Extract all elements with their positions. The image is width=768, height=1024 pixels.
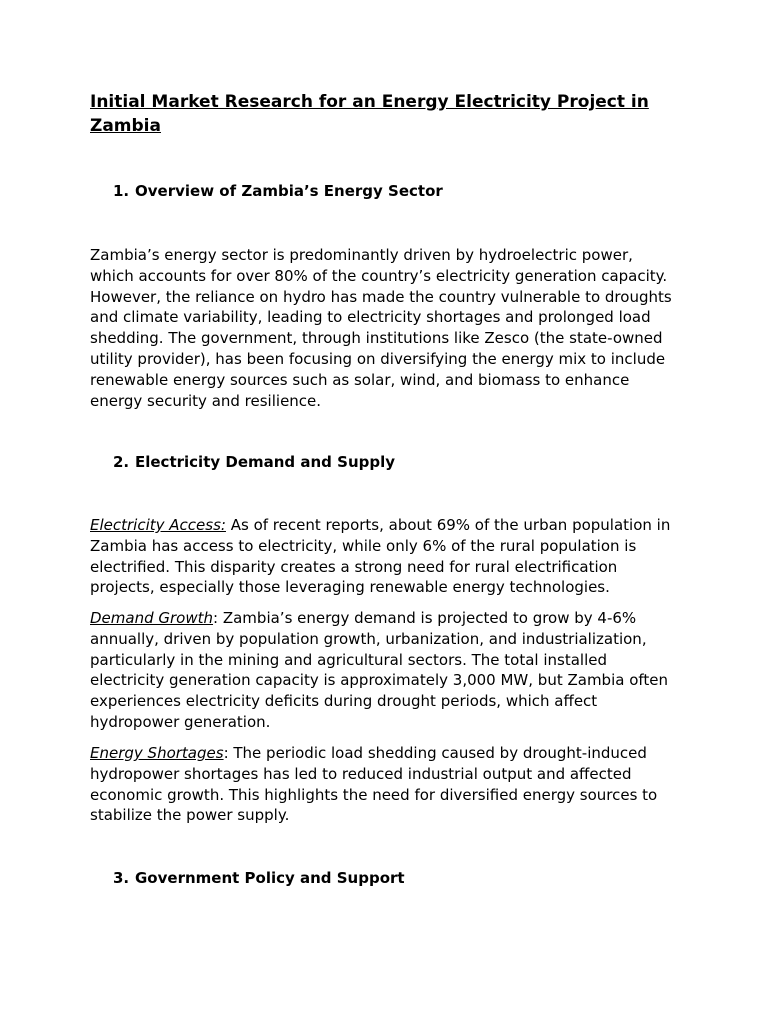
demand-growth-paragraph [90, 608, 680, 733]
section-1-heading [113, 181, 443, 201]
electricity-access-label: Electricity Access: [90, 516, 226, 534]
section-1-number: 1. [113, 182, 130, 200]
section-3-title: Government Policy and Support [135, 869, 405, 887]
electricity-access-paragraph [90, 515, 680, 598]
section-3-heading [113, 868, 405, 888]
energy-shortages-paragraph [90, 743, 680, 826]
section-1-paragraph: Zambia’s energy sector is predominantly driven by hydroelectric power, which accounts for over 80% of the country’s electricity generation capacity. However, the reliance on hydro has made the country vulnerable to droughts and climate variability, leading to electricity shortages and prolonged load shedding. The government, through institutions like Zesco (the state-owned utility provider), has been focusing on diversifying the energy mix to include renewable energy sources such as solar, wind, and biomass to enhance energy security and resilience. [90, 246, 672, 410]
demand-growth-label: Demand Growth [90, 609, 214, 627]
energy-shortages-text: : The periodic load shedding caused by drought-induced hydropower shortages has led to reduced industrial output and affected economic growth. This highlights the need for diversified energy sources to stabilize the power supply. [90, 744, 658, 825]
section-3-number: 3. [113, 869, 130, 887]
document-title: Initial Market Research for an Energy Electricity Project in Zambia [90, 92, 649, 136]
demand-growth-text: : Zambia’s energy demand is projected to grow by 4-6% annually, driven by population growth, urbanization, and industrialization, particularly in the mining and agricultural sectors. The total installed electricity generation capacity is approximately 3,000 MW, but Zambia often experiences electricity deficits during drought periods, which affect hydropower generation. [90, 609, 669, 731]
section-2-number: 2. [113, 453, 130, 471]
section-2-title: Electricity Demand and Supply [135, 453, 396, 471]
section-1-title: Overview of Zambia’s Energy Sector [135, 182, 443, 200]
section-2-heading [113, 452, 395, 472]
electricity-access-text: As of recent reports, about 69% of the urban population in Zambia has access to electricity, while only 6% of the rural population is electrified. This disparity creates a strong need for rural electrification projects, especially those leveraging renewable energy technologies. [90, 516, 671, 597]
energy-shortages-label: Energy Shortages [90, 744, 224, 762]
